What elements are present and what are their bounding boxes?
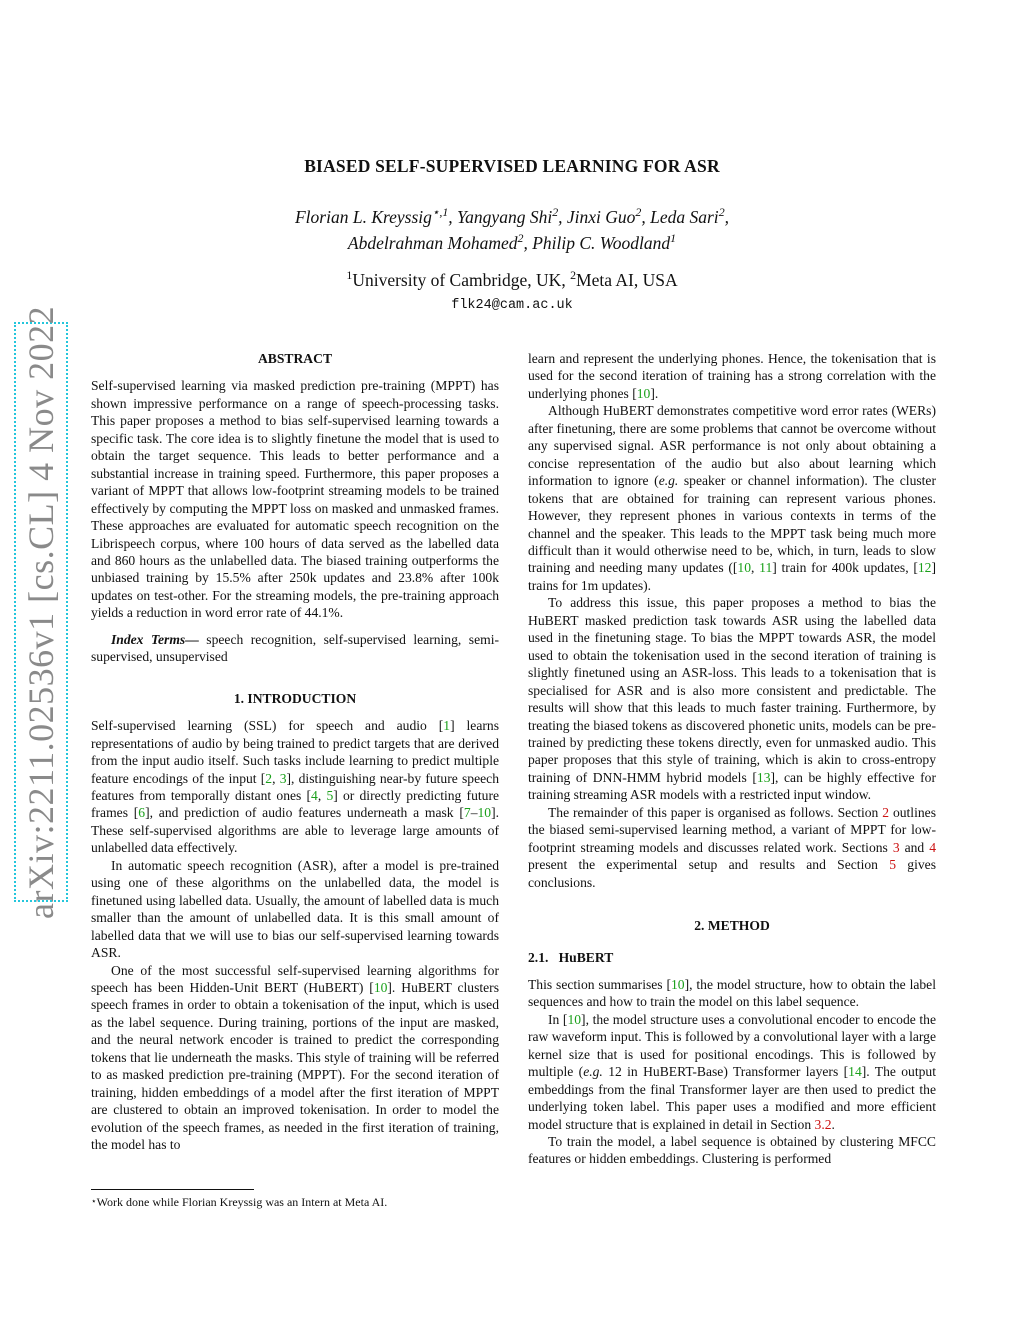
- section-ref-link[interactable]: 3: [892, 839, 900, 855]
- citation-link[interactable]: 14: [848, 1064, 862, 1080]
- right-paragraph-2: [528, 402, 936, 594]
- text-run: e.g.: [583, 1064, 603, 1080]
- citation-link[interactable]: 4: [311, 787, 318, 803]
- author-sep: ,: [724, 207, 730, 227]
- citation-link[interactable]: 6: [138, 805, 146, 821]
- text-run: ], distinguishing near-by future speech features from temporally distant ones [: [91, 770, 499, 803]
- affiliations: [0, 270, 1024, 291]
- citation-link[interactable]: 10: [671, 976, 685, 992]
- section-ref-link[interactable]: 5: [889, 857, 897, 873]
- text-run: ], and prediction of audio features underneath a mask [: [145, 805, 464, 821]
- citation-link[interactable]: 1: [443, 718, 451, 734]
- index-terms-text: speech recognition, self-supervised learning, semi-supervised, unsupervised: [91, 631, 499, 665]
- citation-link[interactable]: 13: [756, 769, 771, 785]
- citation-link[interactable]: 10: [477, 805, 492, 821]
- section-ref-link[interactable]: 3.2: [814, 1116, 832, 1132]
- text-run: Self-supervised learning (SSL) for speech and audio [: [91, 718, 444, 734]
- abstract-heading: ABSTRACT: [257, 351, 333, 366]
- text-run: One of the most successful self-supervised learning algorithms for speech has been Hidden-Unit BERT (HuBERT) [: [91, 962, 499, 995]
- text-run: gives conclusions.: [528, 857, 936, 890]
- citation-link[interactable]: 10: [373, 979, 388, 995]
- right-column: [528, 350, 936, 1168]
- footnote-mark: ⋆: [91, 1196, 97, 1206]
- right-paragraph-1: [528, 350, 936, 402]
- author-sup: 2: [517, 231, 524, 246]
- text-run: 12 in HuBERT-Base) Transformer layers [: [602, 1064, 849, 1080]
- citation-link[interactable]: 11: [759, 560, 773, 576]
- right-paragraph-4: [528, 804, 936, 891]
- section-ref-link[interactable]: 4: [929, 839, 936, 855]
- text-run: ]. These self-supervised algorithms are able to leverage large amounts of unlabelled data effectively.: [91, 805, 500, 856]
- text-run: ] or directly predicting future frames [: [91, 787, 500, 821]
- citation-link[interactable]: 10: [636, 385, 651, 401]
- text-run: ]. HuBERT clusters speech frames in order to obtain a tokenisation of the input, which is used as the label sequence. During training, portions of the input are masked, and the neural network encoder is trained to predict the corresponding tokens that lie underneath the masks. This style of training will be referred to as masked prediction pre-training (MPPT). For the second iteration of training, hidden embeddings of a model after the first iteration of MPPT are clustered to obtain an improved tokenisation. In order to model the evolution of the speech frames, as needed in the first iteration of training, the model has to: [91, 979, 499, 1153]
- author-name: Abdelrahman Mohamed: [347, 233, 518, 253]
- text-run: e.g.: [658, 473, 679, 489]
- author-sup: 2: [718, 205, 725, 220]
- citation-link[interactable]: 7: [463, 805, 471, 821]
- author-sup: ⋆,1: [431, 205, 449, 220]
- author-sep: ,: [558, 207, 567, 227]
- text-run: The remainder of this paper is organised as follows. Section: [548, 804, 883, 820]
- index-terms: [91, 631, 499, 666]
- index-terms-label: Index Terms—: [111, 631, 199, 647]
- author-name: Jinxi Guo: [566, 207, 636, 227]
- text-run: ].: [650, 385, 659, 401]
- text-run: ,: [751, 560, 760, 576]
- text-run: ,: [317, 787, 327, 803]
- author-sup: 2: [552, 205, 559, 220]
- right-paragraph-5: [528, 976, 936, 1011]
- citation-link[interactable]: 10: [737, 560, 752, 576]
- text-run: ,: [272, 770, 280, 786]
- text-run: .: [831, 1116, 835, 1132]
- author-sep: ,: [641, 207, 651, 227]
- hubert-subheading: 2.1. HuBERT: [528, 949, 614, 965]
- author-name: Leda Sari: [650, 207, 719, 227]
- text-run: and: [899, 839, 930, 855]
- affiliation-name: Meta AI, USA: [576, 270, 678, 290]
- text-run: speaker or channel information). The cluster tokens that are obtained for training can represent various phones. However, they represent phones in various contexts in terms of the channel and the speaker. This leads to the MPPT task being much more difficult than it would otherwise need to be, which, in turn, leads to slow training and needing many updates ([: [528, 473, 936, 576]
- author-name: Yangyang Shi: [457, 207, 553, 227]
- text-run: present the experimental setup and results and Section: [528, 857, 890, 873]
- citation-link[interactable]: 5: [326, 787, 334, 803]
- citation-link[interactable]: 3: [279, 770, 287, 786]
- text-run: outlines the biased semi-supervised learning method, a variant of MPPT for low-footprint streaming models and discusses related work. Sections: [528, 804, 936, 855]
- text-run: ] train for 400k updates, [: [772, 560, 918, 576]
- author-name: Philip C. Woodland: [532, 233, 671, 253]
- text-run: To address this issue, this paper proposes a method to bias the HuBERT masked prediction task towards ASR using the labelled data used in the finetuning stage. To bias the MPPT towards ASR, the model used to obtain the tokenisation used in the second iteration of training is slightly finetuned using an ASR-loss. This leads to a tokenisation that is specialised for ASR and is also more consistent and predictable. The results will show that this leads to much faster training. Furthermore, by treating the biased tokens as discovered phonetic units, models can be pre-trained by predicting these tokens directly, even for unmasked audio. This paper proposes that this style of training, which is akin to cross-entropy training of DNN-HMM hybrid models [: [528, 595, 936, 785]
- text-run: ] learns representations of audio by being trained to predict targets that are derived from the input audio itself. Such tasks include learning to predict multiple feature encodings of the input [: [91, 718, 499, 786]
- method-heading: 2. METHOD: [694, 918, 770, 934]
- text-run: ] trains for 1m updates).: [528, 560, 936, 593]
- footnote-text: Work done while Florian Kreyssig was an Intern at Meta AI.: [96, 1195, 388, 1209]
- right-paragraph-3: [528, 594, 936, 803]
- footnote: [91, 1194, 511, 1210]
- section-ref-link[interactable]: 2: [882, 804, 890, 820]
- intro-paragraph-2: In automatic speech recognition (ASR), after a model is pre-trained using one of these algorithms on the unlabelled data, the model is finetuned using labelled data. Usually, the amount of labelled data is much smaller than the amount of unlabelled data. It is this small amount of labelled data that we will use to bias our self-supervised learning towards ASR.: [91, 857, 499, 961]
- author-sep: ,: [448, 207, 458, 227]
- text-run: This section summarises [: [528, 976, 671, 992]
- text-run: –: [470, 805, 478, 821]
- text-run: ], can be highly effective for training streaming ASR models with a restricted input window.: [528, 769, 937, 803]
- author-sup: 1: [670, 231, 677, 246]
- author-sep: ,: [523, 233, 533, 253]
- author-list: [0, 204, 1024, 256]
- affiliation-sup: 2: [570, 268, 577, 283]
- affiliation-name: University of Cambridge, UK,: [352, 270, 571, 290]
- right-paragraph-6: [528, 1011, 936, 1133]
- paper-title: BIASED SELF-SUPERVISED LEARNING FOR ASR: [304, 156, 720, 176]
- arxiv-identifier-stamp: arXiv:2211.02536v1 [cs.CL] 4 Nov 2022: [14, 322, 68, 902]
- text-run: ], the model structure uses a convolutional encoder to encode the raw waveform input. This is followed by a convolutional layer with a large kernel size that is used for positional encodings. This is followed by multiple (: [528, 1011, 936, 1080]
- text-run: ], the model structure, how to obtain the label sequences and how to train the model on this label sequence.: [528, 976, 936, 1010]
- intro-paragraph-3: [91, 962, 499, 1154]
- affiliation-sup: 1: [346, 268, 353, 283]
- text-run: learn and represent the underlying phones. Hence, the tokenisation that is used for the second iteration of training has a strong correlation with the underlying phones [: [528, 351, 936, 401]
- author-name: Florian L. Kreyssig: [294, 207, 432, 227]
- citation-link[interactable]: 10: [567, 1011, 582, 1027]
- citation-link[interactable]: 12: [917, 560, 932, 576]
- contact-email[interactable]: flk24@cam.ac.uk: [451, 298, 573, 313]
- abstract-text: Self-supervised learning via masked prediction pre-training (MPPT) has shown impressive performance on a range of speech-processing tasks. This paper proposes a method to bias self-supervised learning towards a specific task. The core idea is to slightly finetune the model that is used to obtain the target sequence. This leads to better performance and a substantial increase in training speed. Furthermore, this paper proposes a variant of MPPT that allows low-footprint streaming models to be trained effectively by computing the MPPT loss on masked and unmasked frames. These approaches are evaluated for automatic speech recognition on the Librispeech corpus, where 100 hours of data served as the labelled data and 860 hours as the unlabelled data. The biased training outperforms the unbiased training by 15.5% after 250k updates and 23.8% after 100k updates on test-other. For the streaming models, the pre-training approach yields a reduction in word error rate of 44.1%.: [91, 378, 499, 621]
- introduction-heading: 1. INTRODUCTION: [233, 690, 357, 706]
- left-column: [91, 350, 499, 1153]
- author-sup: 2: [635, 205, 642, 220]
- text-run: ]. The output embeddings from the final Transformer layer are then used to predict the underlying token label. This paper uses a modified and more efficient model structure that is explained in detail in Section: [528, 1064, 937, 1132]
- intro-paragraph-1: [91, 717, 499, 857]
- right-paragraph-7: To train the model, a label sequence is obtained by clustering MFCC features or hidden embeddings. Clustering is performed: [528, 1134, 936, 1167]
- footnote-divider: [91, 1189, 254, 1190]
- citation-link[interactable]: 2: [265, 770, 273, 786]
- text-run: Although HuBERT demonstrates competitive word error rates (WERs) after finetuning, there are some problems that cannot be overcome without any supervised signal. ASR performance is not only about obtaining a concise representation of the audio but also about learning which information to ignore (: [528, 403, 936, 489]
- text-run: In [: [548, 1011, 568, 1027]
